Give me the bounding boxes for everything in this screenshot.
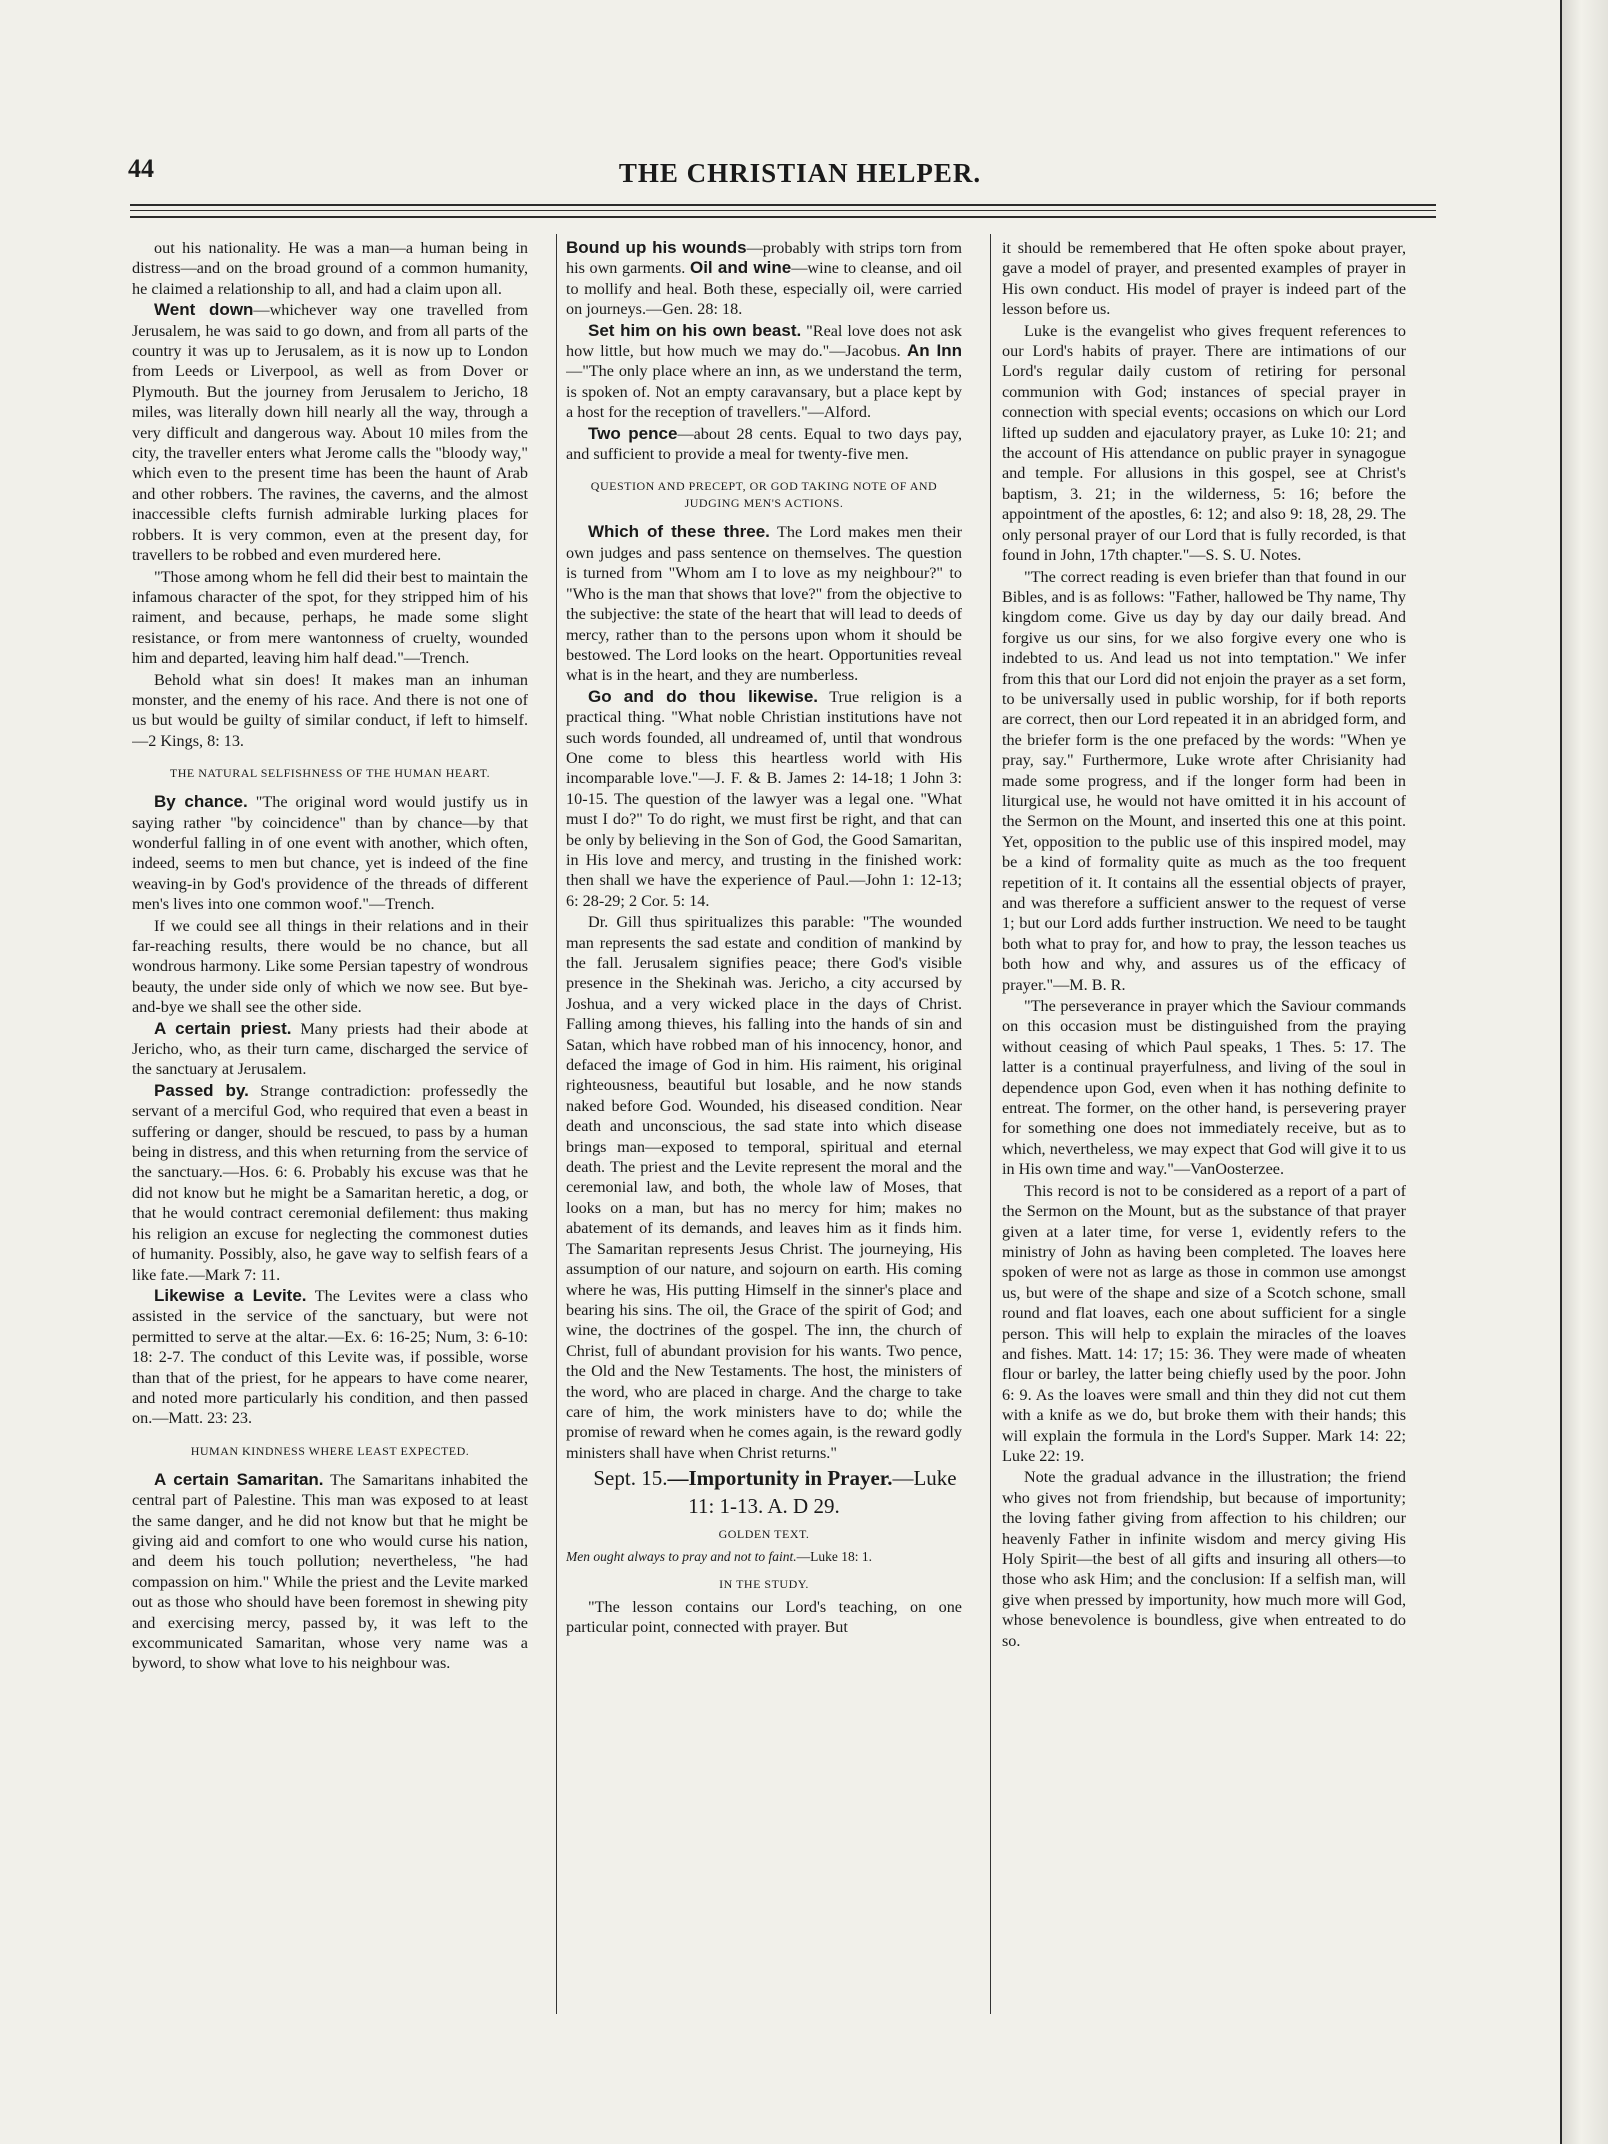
lesson-ref-2: 11: 1-13. A. D 29. <box>688 1494 840 1519</box>
lead-phrase: A certain priest. <box>154 1018 292 1038</box>
paragraph <box>566 321 962 423</box>
paragraph-text: True religion is a practical thing. "What noble Christian institutions have not such words founded, all undreamed of, until that wondrous One come to bless this heartless world with His incomparable love."—J. F. & B. James 2: 14-18; 1 John 3: 10-15. The question of the lawyer was a legal one. "What must I do?" To do right, we must first be right, and that can be only by believing in the Son of God, the Good Samaritan, in His love and mercy, and trusting in the finished work: then shall we have the experience of Paul.—John 1: 12-13; 6: 28-29; 2 Cor. 5: 14. <box>566 687 962 910</box>
lead-phrase: Went down <box>154 300 254 320</box>
lead-phrase: An Inn <box>906 341 962 361</box>
paragraph-text: Behold what sin does! It makes man an inhuman monster, and the enemy of his race. And there is not one of us but would be guilty of similar conduct, if left to himself.—2 Kings, 8: 13. <box>132 670 528 750</box>
paragraph <box>132 916 528 1018</box>
lesson-block <box>566 1464 962 1637</box>
lead-phrase: Which of these three. <box>588 522 770 542</box>
paragraph <box>1002 321 1406 566</box>
lead-phrase: Likewise a Levite. <box>154 1285 307 1305</box>
paragraph <box>1002 1467 1406 1651</box>
paragraph-text: —about 28 cents. Equal to two days pay, and sufficient to provide a meal for twenty-five men. <box>566 424 962 464</box>
paragraph <box>132 238 528 299</box>
lead-phrase: Bound up his wounds <box>566 238 747 257</box>
paragraph <box>566 522 962 685</box>
lesson-title: —Importunity in Prayer. <box>667 1466 893 1491</box>
section-heading: QUESTION AND PRECEPT, OR GOD TAKING NOTE OF AND JUDGING MEN'S ACTIONS. <box>590 479 938 511</box>
paragraph <box>1002 567 1406 996</box>
column-3 <box>1002 238 1406 2028</box>
paragraph-text: Many priests had their abode at Jericho, who, as their turn came, discharged the service of the sanctuary at Jerusalem. <box>132 1019 528 1079</box>
page-number: 44 <box>128 154 154 183</box>
lead-phrase: Go and do thou likewise. <box>588 686 819 706</box>
paragraph-text: The Samaritans inhabited the central part of Palestine. This man was exposed to at least the same danger, and he did not know but that he might be giving aid and comfort to one who would curse his nation, and deem his touch pollution; nevertheless, "he had compassion on him." While the priest and the Levite marked out as those who should have been foremost in shewing pity and exercising mercy, passed by, it was left to the excommunicated Samaritan, whose very name was a byword, to show what love to his neighbour was. <box>132 1470 528 1673</box>
paragraph <box>132 670 528 752</box>
paragraph-text: it should be remembered that He often spoke about prayer, gave a model of prayer, and presented examples of prayer in His own conduct. His model of prayer is indeed part of the lesson before us. <box>1002 239 1406 319</box>
paragraph <box>132 1019 528 1080</box>
paragraph <box>132 567 528 669</box>
column-divider-1 <box>556 234 557 2014</box>
paragraph <box>132 792 528 914</box>
lead-phrase: Two pence <box>588 423 678 443</box>
paragraph-text: The Lord makes men their own judges and pass sentence on themselves. The question is turned from "Whom am I to love as my neighbour?" to "Who is the man that shows that love?" from the objective to the subjective: the state of the heart that will lead to deeds of mercy, rather than to the persons upon whom it should be bestowed. The Lord looks on the heart. Opportunities reveal what is in the heart, and they are numberless. <box>566 523 962 685</box>
paragraph <box>1002 238 1406 320</box>
study-text: "The lesson contains our Lord's teaching, on one particular point, connected with prayer. But <box>566 1597 962 1636</box>
column-2 <box>566 238 962 2028</box>
paragraph-text: "Real love does not ask how little, but how much we may do."—Jacobus. <box>566 321 962 361</box>
paragraph <box>566 424 962 465</box>
section-heading: HUMAN KINDNESS WHERE LEAST EXPECTED. <box>190 1443 470 1458</box>
lead-phrase: By chance. <box>154 792 248 812</box>
lesson-heading <box>566 1464 962 1520</box>
paragraph <box>566 687 962 911</box>
lesson-date: Sept. 15. <box>593 1466 668 1491</box>
study-label: IN THE STUDY. <box>719 1576 809 1591</box>
header-rule-top <box>130 204 1436 206</box>
golden-text-ref: —Luke 18: 1. <box>796 1549 872 1565</box>
golden-text-label: GOLDEN TEXT. <box>718 1527 810 1542</box>
golden-text-body: Men ought always to pray and not to faint. <box>566 1549 797 1565</box>
lead-phrase: Passed by. <box>154 1080 249 1100</box>
running-head: THE CHRISTIAN HELPER. <box>618 158 982 188</box>
paragraph-text: —probably with strips torn from his own garments. <box>566 239 962 278</box>
lesson-ref: —Luke <box>892 1466 957 1491</box>
paragraph <box>566 912 962 1463</box>
paragraph-text: "The original word would justify us in saying rather "by coincidence" than by chance—by that wonderful falling in of one event with another, which often, indeed, seems to men but chance, yet is indeed of the fine weaving-in by God's providence of the threads of different men's lives into one common woof."—Trench. <box>132 793 528 914</box>
column-2-body <box>566 238 962 1463</box>
paragraph-text: This record is not to be considered as a report of a part of the Sermon on the Mount, but as the substance of that prayer given at a later time, for verse 1, evidently refers to the ministry of John as having been completed. The loaves here spoken of were not as large as those in common use amongst us, but were of the shape and size of a Scotch schone, small round and flat loaves, each one about sufficient for a single person. This will help to explain the miracles of the loaves and fishes. Matt. 14: 17; 15: 36. They were made of wheaten flour or barley, the latter being chiefly used by the poor. John 6: 9. As the loaves were small and thin they did not cut them with a knife as we do, but broke them with their hands; this will explain the formula in the Lord's Supper. Mark 14: 22; Luke 22: 19. <box>1002 1181 1406 1465</box>
paragraph <box>1002 996 1406 1180</box>
lead-phrase: A certain Samaritan. <box>154 1469 324 1489</box>
column-1 <box>132 238 528 2028</box>
paragraph-text: Strange contradiction: professedly the servant of a merciful God, who required that even a beast in suffering or danger, should be rescued, to pass by a human being in distress, and this when returning from the service of the sanctuary.—Hos. 6: 6. Probably his excuse was that he did not know but he might be a Samaritan heretic, a dog, or that he would contract ceremonial defilement: thus making his religion an excuse for neglecting the commonest duties of humanity. Possibly, also, he gave way to selfish fears of a like fate.—Mark 7: 11. <box>132 1081 528 1284</box>
paragraph-text: The Levites were a class who assisted in the service of the sanctuary, but were not permitted to serve at the altar.—Ex. 6: 16-25; Num, 3: 6-10: 18: 2-7. The conduct of this Levite was, if possible, worse than that of the priest, for he appears to have come nearer, and noted more particularly his condition, and then passed on.—Matt. 23: 23. <box>132 1286 528 1428</box>
paragraph <box>132 300 528 565</box>
paragraph-text: —"The only place where an inn, as we understand the term, is spoken of. Not an empty caravansary, but a place kept by a host for the reception of travellers."—Alford. <box>566 362 962 422</box>
paragraph-text: Dr. Gill thus spiritualizes this parable: "The wounded man represents the sad estate and condition of mankind by the fall. Jerusalem signifies peace; there God's visible presence in the Shekinah was. Jericho, a city accursed by Joshua, and a very wicked place in the days of Christ. Falling among thieves, his falling into the hands of sin and Satan, which have robbed man of his innocency, honor, and defaced the image of God in him. His raiment, his original righteousness, beautiful but losable, and he now stands naked before God. Wounded, his diseased condition. Near death and unconscious, the sad state into which disease brings man—exposed to temporal, spiritual and eternal death. The priest and the Levite represent the moral and the ceremonial law, and both, the whole law of Moses, that looks on a man, but has no mercy for him; makes no abatement of its demands, and leaves him as it finds him. The Samaritan represents Jesus Christ. The journeying, His assumption of our nature, and sojourn on earth. His coming where he was, His putting Himself in the sinner's place and bearing his sins. The oil, the Grace of the spirit of God; and wine, the doctrines of the gospel. The inn, the church of Christ, full of abundant provision for his wants. Two pence, the Old and the New Testaments. The host, the ministers of the word, who are placed in charge. And the charge to take care of him, the work ministers have to do; while the promise of reward when he comes again, is the reward godly ministers shall have when Christ returns." <box>566 913 962 1462</box>
paragraph-text: out his nationality. He was a man—a human being in distress—and on the broad ground of a common humanity, he claimed a relationship to all, and had a claim upon all. <box>132 239 528 298</box>
lead-phrase: Set him on his own beast. <box>588 320 802 340</box>
golden-text <box>566 1547 962 1567</box>
paragraph-text: Luke is the evangelist who gives frequent references to our Lord's habits of prayer. There are intimations of our Lord's regular daily custom of retiring for personal communion with God; instances of special prayer in connection with special events; occasions on which our Lord lifted up sudden and ejaculatory prayer, as Luke 10: 21; and the account of His attendance on public prayer in synagogue and temple. For allusions in this gospel, see at Christ's baptism, 3. 21; in the wilderness, 5: 16; before the appointment of the apostles, 6: 12; and also 9: 18, 28, 29. The only personal prayer of our Lord that is fully recorded, is that found in John, 17th chapter."—S. S. U. Notes. <box>1002 321 1406 565</box>
paragraph-text: "The perseverance in prayer which the Saviour commands on this occasion must be distinguished from the praying without ceasing of which Paul speaks, 1 Thes. 5: 17. The latter is a continual prayerfulness, and living of the soul in dependence upon God, even when it has nothing definite to entreat. The former, on the other hand, is persevering prayer for something one does not immediately receive, but as to which, nevertheless, we may expect that God will give it to us in His own time and way."—VanOosterzee. <box>1002 997 1406 1179</box>
paragraph <box>566 238 962 320</box>
header-rule-mid <box>130 210 1436 211</box>
paragraph-text: —whichever way one travelled from Jerusalem, he was said to go down, and from all parts of the country it was up to Jerusalem, as it is now up to London from Leeds or Liverpool, as well as from Dover or Plymouth. But the journey from Jerusalem to Jericho, 18 miles, was literally down hill nearly all the way, through a very difficult and dangerous way. About 10 miles from the city, the traveller enters what Jerome calls the "bloody way," which even to the present time has been the haunt of Arab and other robbers. The ravines, the caverns, and the almost inaccessible clefts furnish admirable lurking places for robbers. It is very common, even at the present day, for travellers to be robbed and even murdered here. <box>132 301 528 565</box>
column-divider-2 <box>990 234 991 2014</box>
section-heading: THE NATURAL SELFISHNESS OF THE HUMAN HEART. <box>169 766 491 781</box>
paragraph-text: If we could see all things in their relations and in their far-reaching results, there would be no chance, but all wondrous harmony. Like some Persian tapestry of wondrous beauty, the under side only of which we now see. But bye-and-bye we shall see the other side. <box>132 916 528 1017</box>
paragraph-text: "Those among whom he fell did their best to maintain the infamous character of the spot, for they stripped him of his raiment, and because, perhaps, he made some slight resistance, or from mere wantonness of cruelty, wounded him and departed, leaving him half dead."—Trench. <box>132 567 528 668</box>
lead-phrase: Oil and wine <box>689 258 792 278</box>
paragraph <box>1002 1181 1406 1467</box>
paragraph-text: "The correct reading is even briefer than that found in our Bibles, and is as follows: "Father, hallowed be Thy name, Thy kingdom come. Give us day by day our daily bread. And forgive us our sins, for we also forgive every one who is indebted to us. And lead us not into temptation." We infer from this that our Lord did not enjoin the prayer as a set form, to be universally used in public worship, for if both reports are correct, then our Lord repeated it in an abridged form, and the briefer form is the one prefaced by the words: "When ye pray, say." Furthermore, Luke wrote after Chrisianity had made some progress, and if the longer form had been in liturgical use, he would not have omitted it in his account of the Sermon on the Mount, and inserted this one at this point. Yet, opposition to the public use of this inspired model, may be a kind of formality quite as much as the too frequent repetition of it. It contains all the essential objects of prayer, and was therefore a sufficient answer to the request of verse 1; but our Lord adds further instruction. We need to be taught both what to pray for, and how to pray, the lesson teaches us both how and why, and assures us of the efficacy of prayer."—M. B. R. <box>1002 567 1406 994</box>
adjacent-page-edge <box>1560 0 1608 2144</box>
header-rule-bottom <box>130 216 1436 218</box>
paragraph-text: Note the gradual advance in the illustration; the friend who gives not from friendship, but because of importunity; the loving father giving from affection to his children; our heavenly Father in infinite wisdom and mercy giving His Holy Spirit—the best of all gifts and insuring all others—to those who ask Him; and the conclusion: If a selfish man, will give when pressed by importunity, how much more will God, whose benevolence is boundless, give when entreated to do so. <box>1002 1468 1406 1650</box>
paragraph <box>132 1470 528 1674</box>
paragraph <box>132 1286 528 1429</box>
paragraph <box>132 1081 528 1285</box>
paragraph-text: —wine to cleanse, and oil to mollify and heal. Both these, especially oil, were carried on journeys.—Gen. 28: 18. <box>566 259 962 319</box>
